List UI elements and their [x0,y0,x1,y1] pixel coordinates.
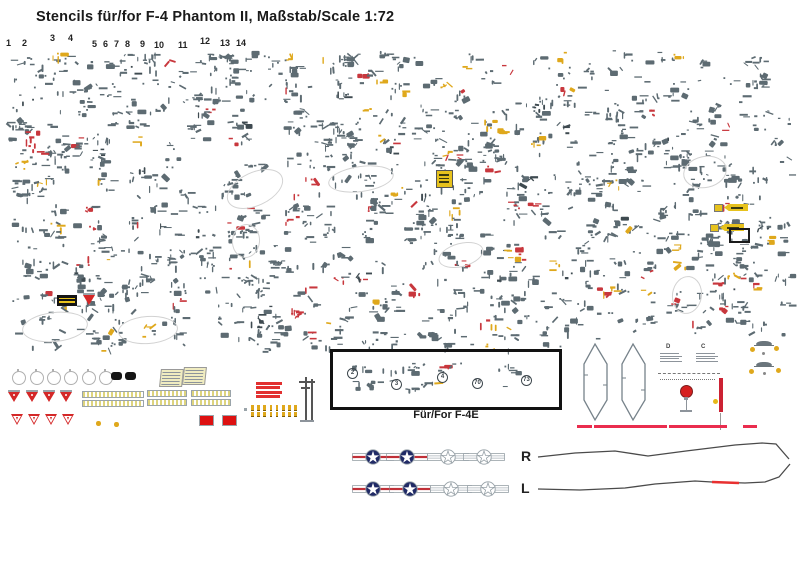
column-number: 2 [22,38,28,48]
chevron-tick-marks [584,375,645,390]
triangle-dot [48,394,50,396]
red-stripe [256,391,282,394]
intake-circle [64,371,78,385]
circle-notch [104,369,106,372]
circled-number: 4 [437,372,448,383]
walkway-line-right [538,443,789,459]
yellow-dot [114,422,119,427]
us-insignia-full [389,481,431,497]
yellow-tick [257,412,260,418]
yellow-tick [263,405,266,411]
slime-light-panel [159,369,184,387]
yellow-tick [288,405,291,411]
yellow-dot [776,368,781,373]
column-number: 12 [200,36,211,46]
rescue-box [710,224,719,232]
formation-light-chevron-right [622,344,645,420]
micro-text-line [696,358,715,359]
us-insignia-outline [467,481,509,497]
yellow-dot [749,369,754,374]
yellow-tick [276,405,279,411]
column-number: 1 [6,38,12,48]
yellow-tick [251,412,254,418]
yellow-dot [750,347,755,352]
triangle-dot [31,394,33,396]
walkway-line-left [538,464,790,490]
triangle-dot [13,394,15,396]
fuel-cap-base [754,345,774,346]
red-stripe [256,382,282,385]
walkway-stripe-bar [147,390,187,397]
walkway-stripe-bar [191,390,231,397]
yellow-tick [282,405,285,411]
micro-text-line [696,361,718,362]
rescue-arrow-text [731,207,743,209]
walkway-label-left: L [521,480,530,496]
sheet-title: Stencils für/for F-4 Phantom II, Maßstab/Scale 1:72 [36,9,395,25]
yellow-tick [294,412,297,418]
red-dash-segment [577,425,592,428]
black-pad [125,372,136,380]
f4e-stencil-box [330,349,562,410]
us-insignia-outline [430,481,472,497]
data-block-header-d: D [666,344,671,350]
small-dash [740,244,749,245]
canopy-warning-placard [57,295,77,306]
gray-dot [763,372,766,375]
red-dash-segment [669,425,727,428]
danger-triangle [83,295,95,305]
mast-crossbar [301,387,310,389]
walkway-stripe-bar [82,400,144,407]
triangle-dot [65,394,67,396]
formation-light-chevron-left [584,344,607,420]
walkway-stripe-bar [82,391,144,398]
intake-circle [82,371,96,385]
intake-circle [30,371,44,385]
column-number: 10 [154,40,165,50]
column-number: 5 [92,39,98,49]
gray-square [244,408,247,411]
us-insignia-full [352,481,394,497]
circled-number: 73 [521,375,532,386]
red-dash-segment [743,425,757,428]
micro-text-line [696,356,718,357]
dashed-row-2 [660,379,715,380]
column-number: 14 [236,38,247,48]
column-number: 6 [103,39,109,49]
red-stripe [256,395,280,398]
red-dash-segment [594,425,667,428]
column-number: 4 [68,33,74,43]
column-number: 9 [140,39,146,49]
yellow-tick [288,412,291,418]
intake-circle [47,371,61,385]
slime-light-panel [182,367,207,385]
red-stripe [256,386,280,389]
column-number: 11 [178,40,188,50]
circled-number: 70 [472,378,483,389]
circle-notch [35,369,37,372]
circle-notch [52,369,54,372]
gray-dot [762,352,765,355]
column-number: 13 [220,38,231,48]
micro-text-line [660,358,679,359]
circle-notch [17,369,19,372]
mast-line [305,377,307,420]
yellow-tick [251,405,254,411]
yellow-tick [270,405,273,411]
walkway-label-right: R [521,448,532,464]
red-rect-decal [199,415,214,426]
yellow-tick [263,412,266,418]
walkway-line-red-segment [712,482,739,483]
yellow-tick [276,412,279,418]
fuel-cap-base [754,366,774,367]
yellow-tick [294,405,297,411]
walkway-stripe-bar [191,399,231,406]
black-pad [111,372,122,380]
circle-notch [69,369,71,372]
micro-text-line [696,353,715,354]
rescue-box [714,204,723,212]
us-insignia-outline [463,449,505,465]
micro-text-line [660,361,682,362]
micro-text-line [660,353,679,354]
yellow-dot [774,346,779,351]
column-number: 8 [125,39,131,49]
hazard-placard-yellow [436,170,453,188]
intake-circle [12,371,26,385]
data-block-header-c: C [701,344,706,350]
mast-line [311,379,313,420]
us-insignia-full [386,449,428,465]
yellow-tick [270,412,273,418]
micro-text-line [660,356,682,357]
yellow-dot [96,421,101,426]
red-rect-decal [222,415,237,426]
yellow-tick [257,405,260,411]
mast-base [300,420,314,422]
yellow-tick [282,412,285,418]
black-outline-rect [729,228,750,243]
dashed-row-1 [658,373,720,374]
column-number: 3 [50,33,56,43]
mast-crossbar [299,381,315,383]
f4e-box-label: Für/For F-4E [413,409,479,421]
circled-number: 3 [391,379,402,390]
column-number: 7 [114,39,120,49]
circled-number: 2 [347,368,358,379]
walkway-stripe-bar [147,399,187,406]
circle-notch [87,369,89,372]
